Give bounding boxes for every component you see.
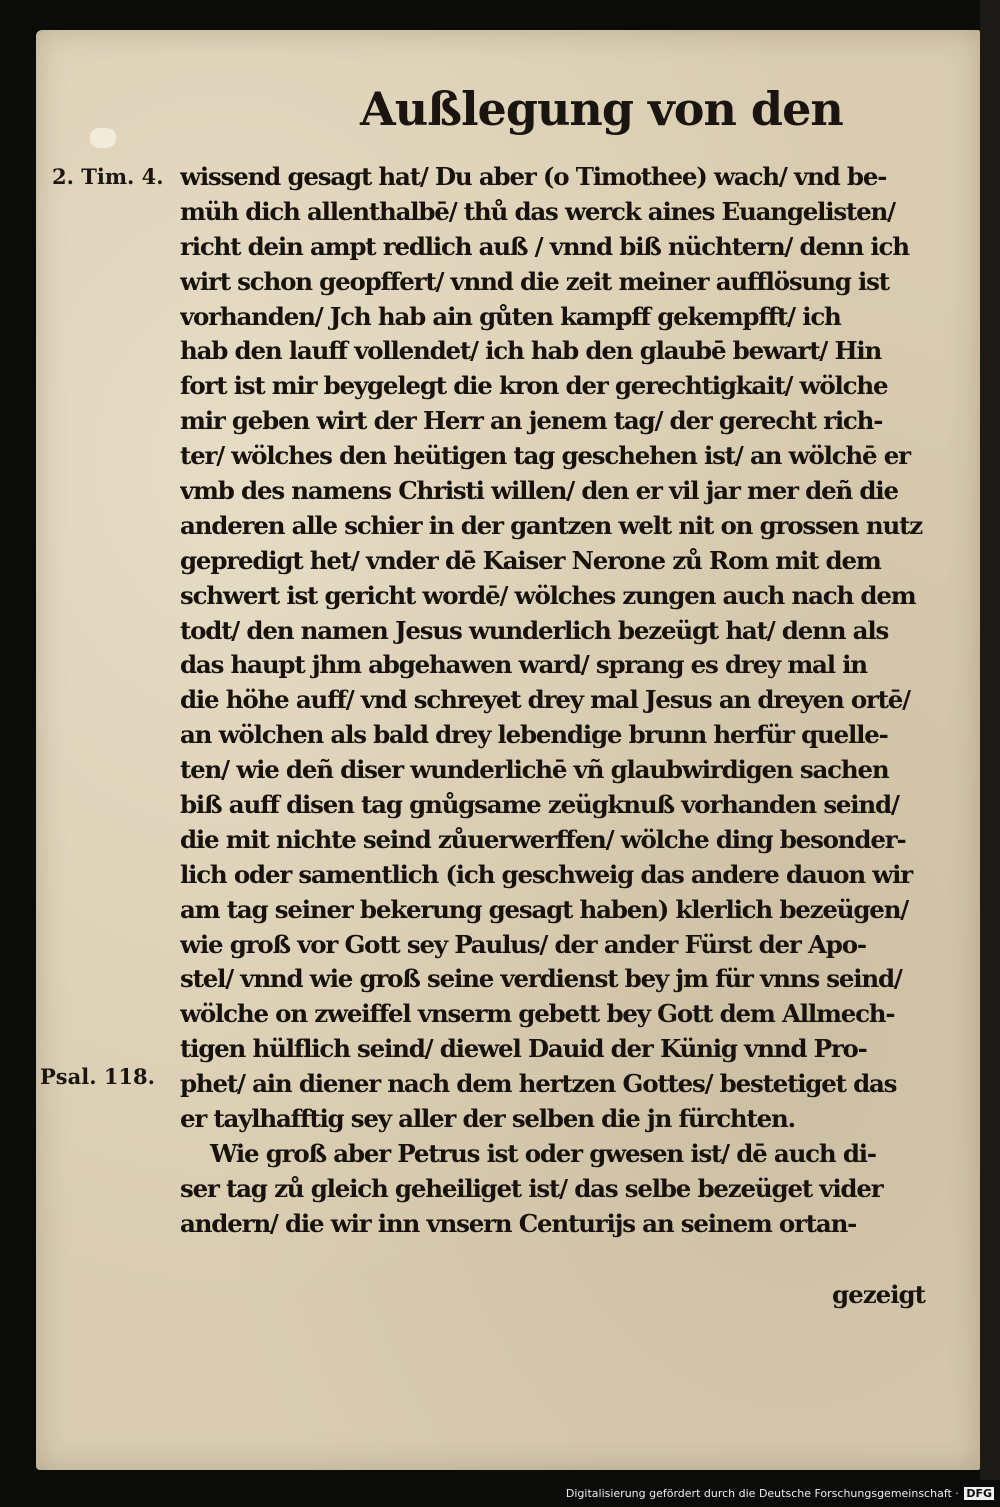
text-line: an wölchen als bald drey lebendige brunn herfür quelle- — [180, 720, 888, 750]
text-line: todt/ den namen Jesus wunderlich bezeügt hat/ denn als — [180, 615, 889, 645]
text-line: am tag seiner bekerung gesagt haben) klerlich bezeügen/ — [180, 894, 909, 924]
text-line: wirt schon geopffert/ vnnd die zeit meiner aufflösung ist — [180, 266, 889, 296]
text-line: anderen alle schier in der gantzen welt nit on grossen nutz — [180, 510, 922, 540]
text-line: hab den lauff vollendet/ ich hab den glaubē bewart/ Hin — [180, 336, 882, 366]
binding-edge — [980, 0, 1000, 1480]
dfg-logo: DFG — [966, 1487, 992, 1500]
text-line: tigen hülflich seind/ diewel Dauid der Künig vnnd Pro- — [180, 1034, 867, 1064]
text-line: lich oder samentlich (ich geschweig das andere dauon wir — [180, 859, 912, 889]
body-text — [180, 160, 970, 1242]
text-line: gepredigt het/ vnder dē Kaiser Nerone zů Rom mit dem — [180, 545, 881, 575]
text-line: biß auff disen tag gnůgsame zeügknuß vorhanden seind/ — [180, 790, 899, 820]
margin-note-psalm: Psal. 118. — [40, 1064, 155, 1089]
text-line: stel/ vnnd wie groß seine verdienst bey jm für vnns seind/ — [180, 964, 902, 994]
text-line: müh dich allenthalbē/ thů das werck aines Euangelisten/ — [180, 196, 895, 226]
digitization-footer — [566, 1487, 994, 1500]
text-line: fort ist mir beygelegt die kron der gerechtigkait/ wölche — [180, 371, 888, 401]
text-line: er taylhafftig sey aller der selben die jn fürchten. — [180, 1104, 795, 1134]
text-line: vmb des namens Christi willen/ den er vil jar mer deñ die — [180, 476, 898, 506]
footer-text: Digitalisierung gefördert durch die Deutsche Forschungsgemeinschaft · — [565, 1487, 959, 1500]
text-line: richt dein ampt redlich auß / vnnd biß nüchtern/ denn ich — [180, 231, 909, 261]
text-line: wölche on zweiffel vnserm gebett bey Gott dem Allmech- — [180, 999, 895, 1029]
text-line: die mit nichte seind zůuerwerffen/ wölche ding besonder- — [180, 824, 906, 854]
text-line: ser tag zů gleich geheiliget ist/ das selbe bezeüget vider — [180, 1173, 883, 1203]
text-line: wissend gesagt hat/ Du aber (o Timothee) wach/ vnd be- — [180, 162, 887, 191]
text-line: schwert ist gericht wordē/ wölches zungen auch nach dem — [180, 580, 916, 610]
margin-note-timothy: 2. Tim. 4. — [52, 164, 164, 189]
paper-blot — [90, 128, 116, 148]
catchword: gezeigt — [832, 1280, 925, 1309]
text-line: andern/ die wir inn vnsern Centurijs an seinem ortan- — [180, 1208, 857, 1238]
text-line: die höhe auff/ vnd schreyet drey mal Jesus an dreyen ortē/ — [180, 685, 910, 715]
text-line: ten/ wie deñ diser wunderlichē vñ glaubwirdigen sachen — [180, 755, 889, 785]
text-line: phet/ ain diener nach dem hertzen Gottes/ bestetiget das — [180, 1069, 897, 1099]
text-line: mir geben wirt der Herr an jenem tag/ der gerecht rich- — [180, 406, 883, 436]
text-line: ter/ wölches den heütigen tag geschehen ist/ an wölchē er — [180, 441, 910, 471]
running-head: Außlegung von den — [360, 82, 843, 136]
paragraph-start-line: Wie groß aber Petrus ist oder gwesen ist/ dē auch di- — [210, 1138, 876, 1168]
text-line: das haupt jhm abgehawen ward/ sprang es drey mal in — [180, 650, 867, 680]
text-line: vorhanden/ Jch hab ain gůten kampff gekempfft/ ich — [180, 301, 841, 331]
text-line: wie groß vor Gott sey Paulus/ der ander Fürst der Apo- — [180, 929, 866, 959]
